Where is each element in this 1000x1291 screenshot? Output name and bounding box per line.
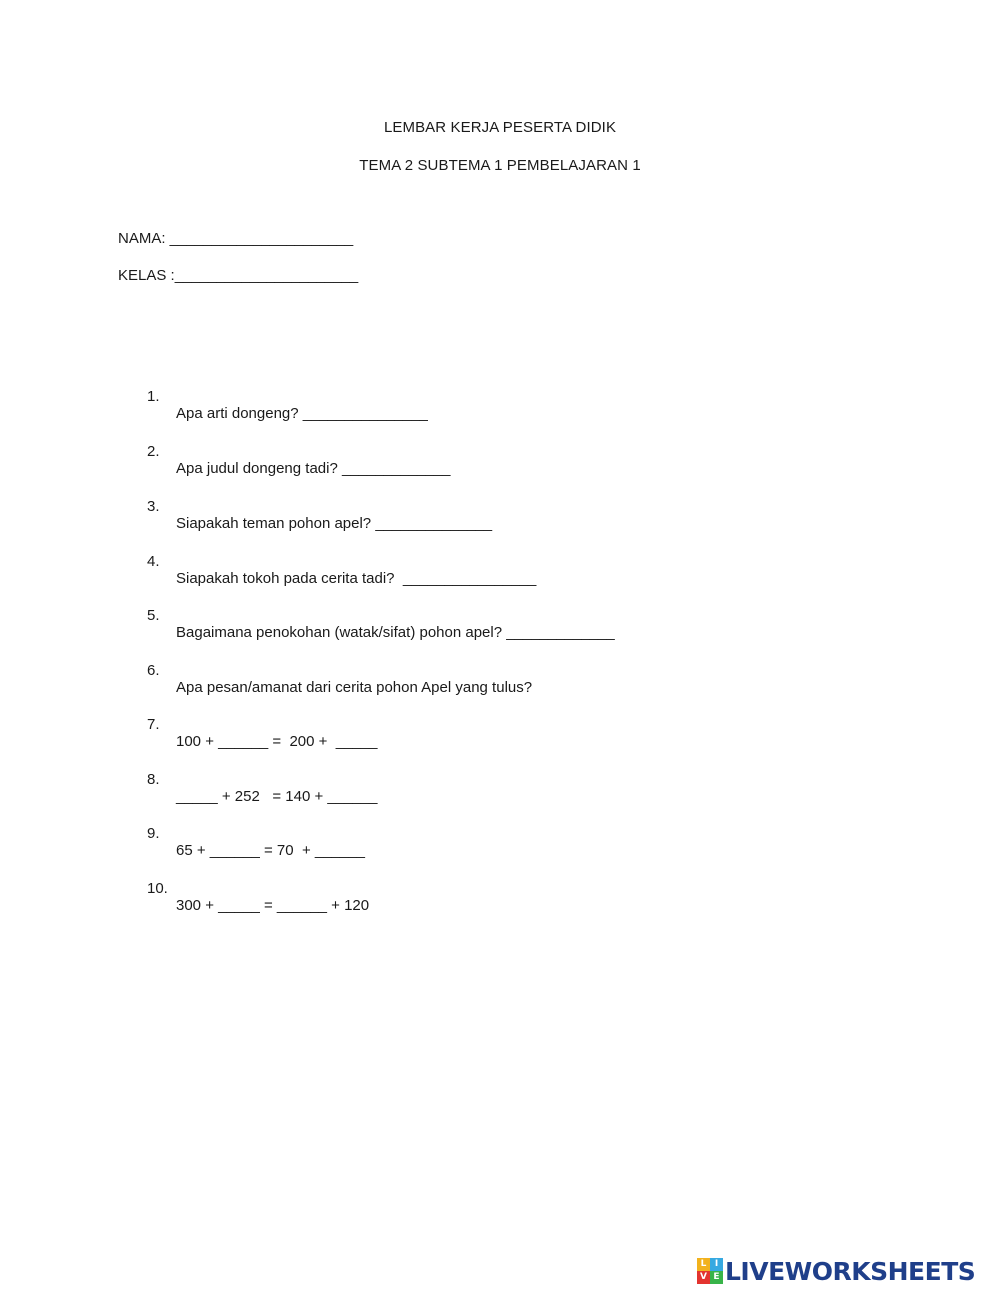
question-item[interactable] [0,863,370,931]
question-text: Siapakah tokoh pada cerita tadi? ________________ [176,570,537,587]
logo-letter: L [697,1258,710,1271]
logo-wordmark: LIVEWORKSHEETS [725,1256,976,1286]
question-number: 7. [147,716,160,733]
question-text: Bagaimana penokohan (watak/sifat) pohon apel? _____________ [176,624,615,641]
worksheet-title: LEMBAR KERJA PESERTA DIDIK [383,119,617,136]
logo-letter: V [697,1271,710,1284]
question-text: 300 + _____ = ______ + 120 [176,897,370,914]
question-text: Siapakah teman pohon apel? ______________ [176,515,493,532]
logo-letter: I [710,1258,723,1271]
worksheet-subtitle: TEMA 2 SUBTEMA 1 PEMBELAJARAN 1 [359,157,641,174]
question-number: 3. [147,498,160,515]
question-text: Apa pesan/amanat dari cerita pohon Apel yang tulus? [176,679,533,696]
question-number: 10. [147,880,168,897]
question-text: 100 + ______ = 200 + _____ [176,733,378,750]
liveworksheets-logo [697,1256,975,1286]
live-blocks-icon [697,1258,723,1284]
logo-letter: E [710,1271,723,1284]
question-number: 5. [147,607,160,624]
question-text: Apa judul dongeng tadi? _____________ [176,460,451,477]
question-text: 65 + ______ = 70 + ______ [176,842,365,859]
question-text: _____ + 252 = 140 + ______ [176,788,378,805]
question-number: 2. [147,443,160,460]
question-number: 4. [147,553,160,570]
class-field[interactable]: KELAS :______________________ [118,267,359,284]
name-field[interactable]: NAMA: ______________________ [118,230,354,247]
question-number: 9. [147,825,160,842]
question-number: 8. [147,771,160,788]
question-text: Apa arti dongeng? _______________ [176,405,428,422]
question-number: 6. [147,662,160,679]
question-number: 1. [147,388,160,405]
